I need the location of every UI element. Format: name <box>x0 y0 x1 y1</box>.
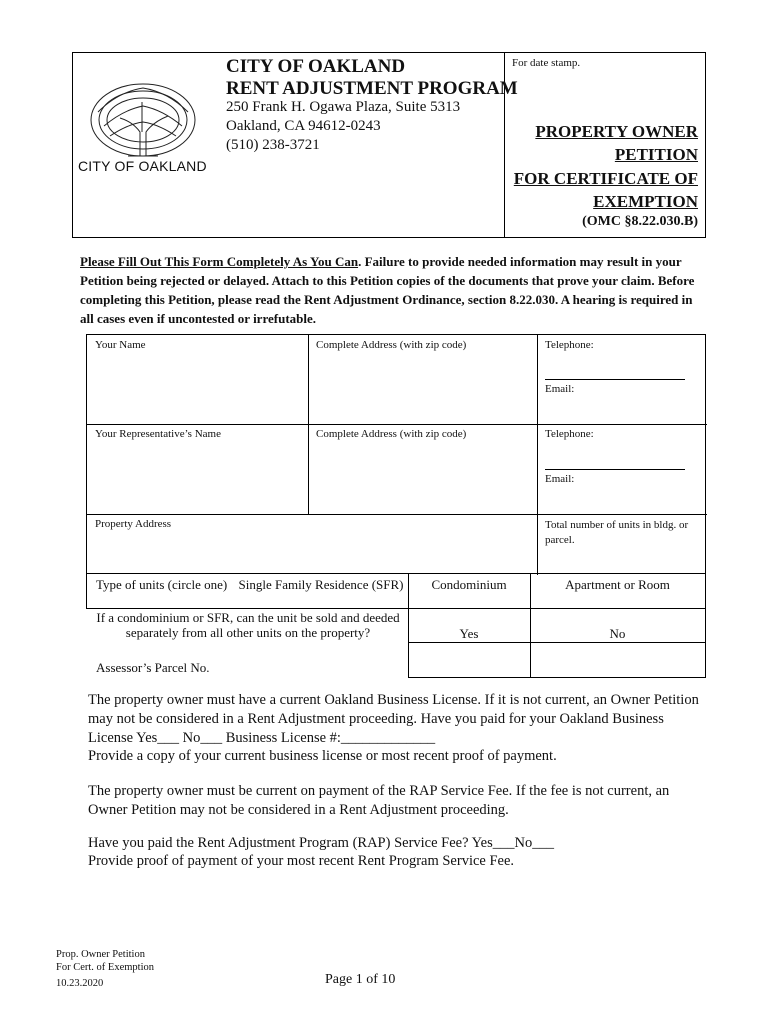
instructions <box>80 252 700 328</box>
option-apartment[interactable]: Apartment or Room <box>565 577 670 592</box>
instructions-lead: Please Fill Out This Form Completely As You Can <box>80 254 359 269</box>
form-title-line1: PROPERTY OWNER <box>535 122 698 141</box>
grid-divider <box>87 514 707 515</box>
form-title-line3: FOR CERTIFICATE OF <box>513 169 698 188</box>
unit-type-grid <box>86 574 706 678</box>
your-telephone-field[interactable]: Telephone: <box>545 339 594 351</box>
grid-divider <box>86 574 87 608</box>
date-stamp-label: For date stamp. <box>512 57 581 69</box>
your-name-field[interactable]: Your Name <box>95 339 146 351</box>
grid-divider <box>705 574 706 678</box>
page-number: Page 1 of 10 <box>325 972 396 987</box>
service-fee-question: Have you paid the Rent Adjustment Program (RAP) Service Fee? Yes___No___ <box>88 835 554 851</box>
program-name: RENT ADJUSTMENT PROGRAM <box>226 78 518 99</box>
grid-divider <box>308 335 309 515</box>
grid-divider <box>87 424 707 425</box>
service-fee-proof: Provide proof of payment of your most recent Rent Program Service Fee. <box>88 853 515 869</box>
service-fee-paragraph: The property owner must be current on payment of the RAP Service Fee. If the fee is not current, an Owner Petition may not be considered in a Rent Adjustment proceeding. <box>88 783 670 818</box>
option-condominium[interactable]: Condominium <box>431 577 507 592</box>
representative-address-field[interactable]: Complete Address (with zip code) <box>316 428 467 440</box>
your-address-field[interactable]: Complete Address (with zip code) <box>316 339 467 351</box>
total-units-field[interactable]: Total number of units in bldg. or parcel. <box>545 519 689 546</box>
parcel-number-field[interactable]: Assessor’s Parcel No. <box>96 660 210 675</box>
instructions-body: . Failure to provide needed information may result in your Petition being rejected or delayed. Attach to this Petition copies of the documents that prove your claim. Before completing this Petition, please read the Rent Adjustment Ordinance, section 8.22.030. A hearing is required in all cases even if uncontested or irrefutable. <box>80 254 695 326</box>
footer-revision-date: 10.23.2020 <box>56 978 104 989</box>
contact-grid <box>86 334 706 574</box>
footer-form-name: Prop. Owner Petition <box>56 949 145 960</box>
business-license-proof: Provide a copy of your current business license or most recent proof of payment. <box>88 748 557 764</box>
form-title-line2: PETITION <box>614 145 698 164</box>
org-name: CITY OF OAKLAND <box>226 56 406 77</box>
answer-yes[interactable]: Yes <box>459 626 479 641</box>
grid-divider <box>86 608 706 609</box>
answer-no[interactable]: No <box>609 626 626 641</box>
representative-telephone-field[interactable]: Telephone: <box>545 428 594 440</box>
grid-divider <box>408 642 706 643</box>
address-line1: 250 Frank H. Ogawa Plaza, Suite 5313 <box>226 99 461 115</box>
representative-name-field[interactable]: Your Representative’s Name <box>95 428 221 440</box>
grid-divider <box>408 677 706 678</box>
business-license-paragraph: The property owner must have a current Oakland Business License. If it is not current, an Owner Petition may not be considered in a Rent Adjustment proceeding. Have you paid for your Oakland Business License Yes___ No___ Business License #:_____________ <box>88 692 699 746</box>
separate-sale-question: If a condominium or SFR, can the unit be sold and deeded separately from all other units on the property? <box>96 610 400 640</box>
address-line2: Oakland, CA 94612-0243 <box>226 118 381 134</box>
form-title-line4: EXEMPTION <box>593 192 698 211</box>
grid-divider <box>537 335 538 575</box>
option-sfr[interactable]: Single Family Residence (SFR) <box>238 577 404 592</box>
logo-caption: CITY OF OAKLAND <box>78 158 207 174</box>
your-email-field[interactable]: Email: <box>545 383 575 395</box>
unit-type-label: Type of units (circle one) <box>96 577 228 592</box>
telephone-blank <box>545 469 685 470</box>
code-reference: (OMC §8.22.030.B) <box>582 214 698 229</box>
telephone-blank <box>545 379 685 380</box>
footer-form-subtitle: For Cert. of Exemption <box>56 962 154 973</box>
representative-email-field[interactable]: Email: <box>545 473 575 485</box>
phone-number: (510) 238-3721 <box>226 137 320 153</box>
property-address-field[interactable]: Property Address <box>95 518 172 530</box>
